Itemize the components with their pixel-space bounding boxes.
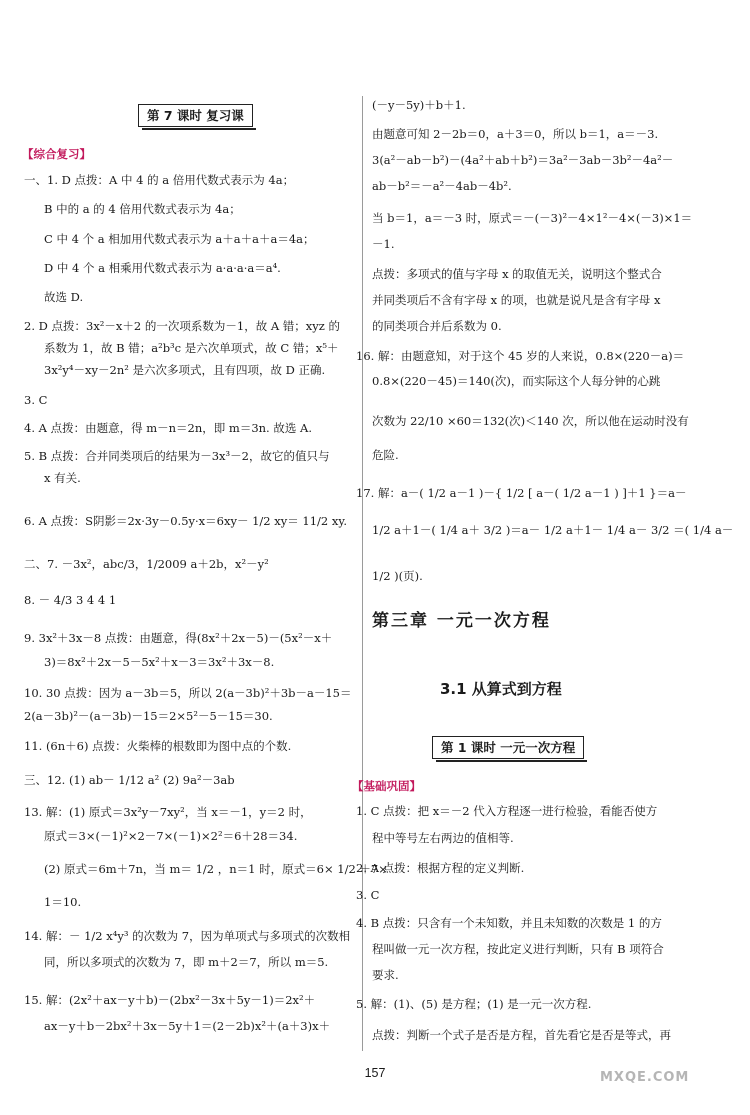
answer-line: 1. C 点拨：把 x＝－2 代入方程逐一进行检验，看能否使方 xyxy=(356,804,658,818)
section-tag-basic: 【基础巩固】 xyxy=(352,779,421,793)
answer-line: 二、7. －3x²，abc/3，1/2009 a＋2b，x²－y² xyxy=(24,557,269,571)
answer-line: 5. 解：(1)、(5) 是方程；(1) 是一元一次方程. xyxy=(356,997,592,1011)
answer-line: 10. 30 点拨：因为 a－3b＝5，所以 2(a－3b)²＋3b－a－15＝ xyxy=(24,686,352,700)
answer-line: 5. B 点拨：合并同类项后的结果为－3x³－2，故它的值只与 xyxy=(24,449,330,463)
answer-line: 4. B 点拨：只含有一个未知数，并且未知数的次数是 1 的方 xyxy=(356,916,662,930)
answer-line: 1/2 )(页). xyxy=(372,569,423,583)
answer-line: (－y－5y)＋b＋1. xyxy=(372,98,466,112)
answer-line: 11. (6n＋6) 点拨：火柴棒的根数即为图中点的个数. xyxy=(24,739,292,753)
answer-line: 2. D 点拨：3x²－x＋2 的一次项系数为－1，故 A 错；xyz 的 xyxy=(24,319,341,333)
answer-line: 由题意可知 2－2b＝0，a＋3＝0，所以 b＝1，a＝－3. xyxy=(372,127,659,141)
answer-line: 并同类项后不含有字母 x 的项，也就是说凡是含有字母 x xyxy=(372,293,661,307)
answer-line: 1/2 a＋1－( 1/4 a＋ 3/2 )＝a－ 1/2 a＋1－ 1/4 a－ 3/2 ＝( 1/4 a－ xyxy=(372,523,734,537)
answer-line: 8. － 4/3 3 4 4 1 xyxy=(24,593,117,607)
watermark: MXQE.COM xyxy=(600,1070,690,1085)
answer-line: 点拨：多项式的值与字母 x 的取值无关，说明这个整式合 xyxy=(372,267,662,281)
answer-line: 危险. xyxy=(372,448,399,462)
answer-line: 点拨：判断一个式子是否是方程，首先看它是否是等式，再 xyxy=(372,1028,671,1042)
chapter-title: 第三章 一元一次方程 xyxy=(372,611,551,631)
answer-line: 要求. xyxy=(372,968,399,982)
answer-line: 程叫做一元一次方程，按此定义进行判断，只有 B 项符合 xyxy=(372,942,664,956)
answer-line: 的同类项合并后系数为 0. xyxy=(372,319,502,333)
answer-line: 3. C xyxy=(24,393,48,407)
lesson-title-review: 第 7 课时 复习课 xyxy=(138,104,253,127)
answer-line: 2. A 点拨：根据方程的定义判断. xyxy=(356,861,525,875)
answer-line: C 中 4 个 a 相加用代数式表示为 a＋a＋a＋a＝4a； xyxy=(44,232,315,246)
answer-line: 6. A 点拨：S阴影＝2x·3y－0.5y·x＝6xy－ 1/2 xy＝ 11/2 xy. xyxy=(24,514,348,528)
answer-line: 次数为 22/10 ×60＝132(次)＜140 次，所以他在运动时没有 xyxy=(372,414,689,428)
answer-line: 3(a²－ab－b²)－(4a²＋ab＋b²)＝3a²－3ab－3b²－4a²－ xyxy=(372,153,674,167)
answer-line: 15. 解：(2x²＋ax－y＋b)－(2bx²－3x＋5y－1)＝2x²＋ xyxy=(24,993,316,1007)
answer-line: 2(a－3b)²－(a－3b)－15＝2×5²－5－15＝30. xyxy=(24,709,273,723)
answer-line: 3. C xyxy=(356,888,380,902)
answer-line: B 中的 a 的 4 倍用代数式表示为 4a； xyxy=(44,202,241,216)
answer-line: 3)＝8x²＋2x－5－5x²＋x－3＝3x²＋3x－8. xyxy=(44,655,275,669)
answer-line: ax－y＋b－2bx²＋3x－5y＋1＝(2－2b)x²＋(a＋3)x＋ xyxy=(44,1019,331,1033)
answer-line: 当 b＝1，a＝－3 时，原式＝－(－3)²－4×1²－4×(－3)×1＝ xyxy=(372,211,693,225)
column-divider xyxy=(362,96,363,1051)
answer-line: 14. 解：－ 1/2 x⁴y³ 的次数为 7，因为单项式与多项式的次数相 xyxy=(24,929,351,943)
answer-line: 9. 3x²＋3x－8 点拨：由题意，得(8x²＋2x－5)－(5x²－x＋ xyxy=(24,631,333,645)
answer-line: 原式＝3×(－1)²×2－7×(－1)×2²＝6＋28＝34. xyxy=(44,829,298,843)
answer-line: 三、12. (1) ab－ 1/12 a² (2) 9a²－3ab xyxy=(24,773,235,787)
answer-line: 1＝10. xyxy=(44,895,82,909)
page-number: 157 xyxy=(364,1066,386,1080)
answer-line: 系数为 1，故 B 错；a²b³c 是六次单项式，故 C 错；x⁵＋ xyxy=(44,341,339,355)
answer-line: 4. A 点拨：由题意，得 m－n＝2n，即 m＝3n. 故选 A. xyxy=(24,421,312,435)
answer-line: －1. xyxy=(372,237,395,251)
answer-line: (2) 原式＝6m＋7n，当 m＝ 1/2 ，n＝1 时，原式＝6× 1/2 ＋7× xyxy=(44,862,388,876)
answer-line: 同，所以多项式的次数为 7，即 m＋2＝7，所以 m＝5. xyxy=(44,955,329,969)
section-tag-review: 【综合复习】 xyxy=(22,147,91,161)
section-title: 3.1 从算式到方程 xyxy=(440,680,562,698)
lesson-title-equation: 第 1 课时 一元一次方程 xyxy=(432,736,584,759)
answer-line: 17. 解：a－( 1/2 a－1 )－{ 1/2 [ a－( 1/2 a－1 ) ]＋1 }＝a－ xyxy=(356,486,687,500)
answer-line: 故选 D. xyxy=(44,290,84,304)
answer-line: x 有关. xyxy=(44,471,81,485)
answer-line: 13. 解：(1) 原式＝3x²y－7xy²，当 x＝－1，y＝2 时， xyxy=(24,805,312,819)
answer-line: 3x²y⁴－xy－2n² 是六次多项式，且有四项，故 D 正确. xyxy=(44,363,326,377)
answer-line: 0.8×(220－45)＝140(次)，而实际这个人每分钟的心跳 xyxy=(372,374,661,388)
answer-line: 16. 解：由题意知，对于这个 45 岁的人来说，0.8×(220－a)＝ xyxy=(356,349,685,363)
answer-line: 程中等号左右两边的值相等. xyxy=(372,831,514,845)
answer-line: D 中 4 个 a 相乘用代数式表示为 a·a·a·a＝a⁴. xyxy=(44,261,281,275)
answer-line: ab－b²＝－a²－4ab－4b². xyxy=(372,179,512,193)
answer-line: 一、1. D 点拨：A 中 4 的 a 倍用代数式表示为 4a； xyxy=(24,173,295,187)
